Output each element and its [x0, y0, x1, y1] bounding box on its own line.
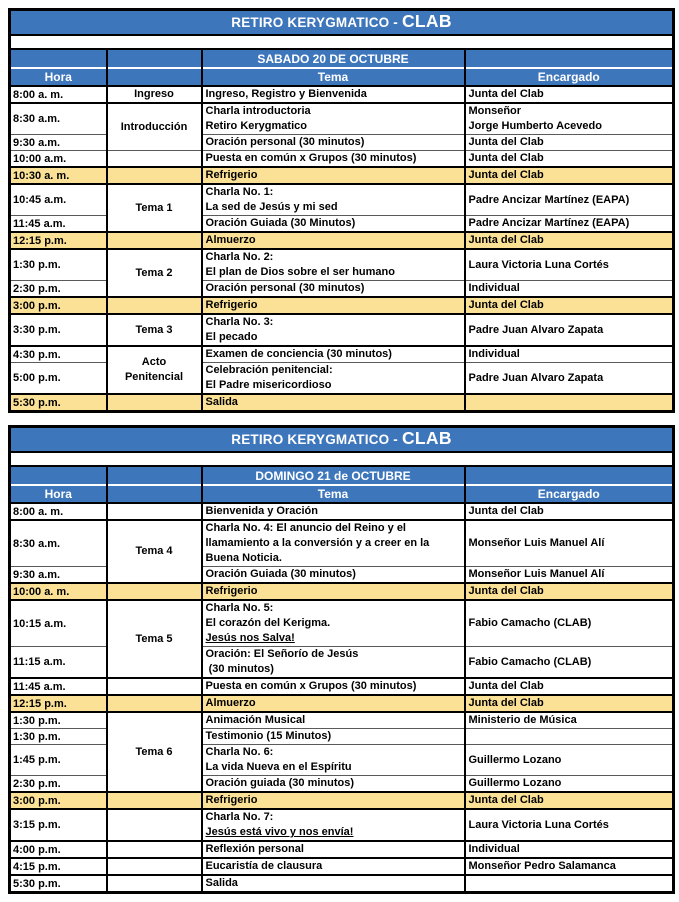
text-line: El corazón del Kerigma.	[205, 617, 331, 629]
text-line: Refrigerio	[205, 169, 258, 181]
text-line: Refrigerio	[205, 299, 258, 311]
schedule-row	[10, 520, 674, 567]
lead-cell	[465, 135, 674, 151]
text-line: Tema 2	[135, 266, 173, 279]
topic-cell	[202, 363, 465, 395]
lead-cell	[465, 281, 674, 298]
schedule-row	[10, 249, 674, 281]
table-title-text: RETIRO KERYGMATICO -	[231, 15, 402, 30]
text-line: Retiro Kerygmatico	[205, 120, 307, 132]
day-blank-cell	[107, 466, 202, 485]
text-line: La sed de Jesús y mi sed	[205, 201, 338, 213]
text-line: Junta del Clab	[468, 680, 544, 692]
time-cell: 10:15 a.m.	[10, 600, 107, 647]
lead-cell	[465, 792, 674, 809]
group-cell	[107, 600, 202, 678]
break-row	[10, 297, 674, 314]
lead-cell	[465, 858, 674, 875]
text-line: Guillermo Lozano	[468, 753, 562, 766]
text-line: Charla No. 6:	[205, 746, 274, 758]
group-cell	[107, 394, 202, 412]
text-line: Buena Noticia.	[205, 552, 282, 564]
schedule-row	[10, 875, 674, 893]
group-cell	[107, 167, 202, 184]
text-line: Charla No. 1:	[205, 186, 274, 198]
topic-cell	[202, 858, 465, 875]
text-line: Penitencial	[124, 371, 184, 383]
lead-cell	[465, 86, 674, 103]
topic-cell	[202, 216, 465, 233]
text-line: Junta del Clab	[468, 299, 544, 311]
topic-cell	[202, 394, 465, 412]
lead-cell	[465, 184, 674, 216]
group-cell	[107, 712, 202, 792]
text-line: Oración personal (30 minutos)	[205, 282, 365, 294]
text-line: Introducción	[120, 120, 188, 133]
lead-cell	[465, 363, 674, 395]
lead-cell	[465, 232, 674, 249]
topic-cell	[202, 792, 465, 809]
lead-cell	[465, 647, 674, 679]
lead-cell	[465, 678, 674, 695]
text-line: Ingreso, Registro y Bienvenida	[205, 88, 367, 100]
topic-cell	[202, 520, 465, 567]
schedule-row	[10, 151, 674, 168]
lead-cell	[465, 712, 674, 729]
group-cell	[107, 792, 202, 809]
time-cell: 10:00 a. m.	[10, 583, 107, 600]
text-line: Testimonio (15 Minutos)	[205, 730, 332, 742]
group-cell	[107, 151, 202, 168]
day-row	[10, 49, 674, 68]
schedule-row	[10, 103, 674, 135]
group-cell	[107, 232, 202, 249]
lead-cell	[465, 346, 674, 363]
text-line: La vida Nueva en el Espíritu	[205, 761, 352, 773]
time-cell: 2:30 p.m.	[10, 776, 107, 793]
time-cell: 3:30 p.m.	[10, 314, 107, 346]
group-cell	[107, 184, 202, 232]
group-cell	[107, 520, 202, 583]
time-cell: 9:30 a.m.	[10, 135, 107, 151]
text-line: Tema 3	[135, 323, 173, 336]
text-line: Celebración penitencial:	[205, 364, 333, 376]
text-line: Puesta en común x Grupos (30 minutos)	[205, 152, 417, 164]
time-cell: 3:15 p.m.	[10, 809, 107, 841]
schedule-table-saturday	[8, 8, 675, 413]
lead-cell	[465, 216, 674, 233]
schedule-document	[8, 8, 672, 894]
topic-cell	[202, 503, 465, 520]
break-row	[10, 167, 674, 184]
topic-cell	[202, 281, 465, 298]
time-cell: 12:15 p.m.	[10, 695, 107, 712]
text-line: Jorge Humberto Acevedo	[468, 120, 602, 132]
table-title	[10, 10, 674, 36]
topic-cell	[202, 346, 465, 363]
text-line: Charla No. 7:	[205, 811, 274, 823]
spacer-row	[10, 452, 674, 466]
topic-cell	[202, 875, 465, 893]
text-line: Animación Musical	[205, 714, 306, 726]
day-header: SABADO 20 DE OCTUBRE	[202, 49, 465, 68]
group-cell	[107, 695, 202, 712]
time-cell: 4:15 p.m.	[10, 858, 107, 875]
text-line: Bienvenida y Oración	[205, 505, 318, 517]
text-line: Acto	[141, 356, 167, 368]
spacer-row	[10, 35, 674, 49]
text-line: Junta del Clab	[468, 585, 544, 597]
time-cell: 3:00 p.m.	[10, 297, 107, 314]
col-header-group	[107, 485, 202, 503]
text-line: Junta del Clab	[468, 505, 544, 517]
text-line: Tema 6	[135, 745, 173, 758]
text-line: Almuerzo	[205, 234, 256, 246]
text-line: Examen de conciencia (30 minutos)	[205, 348, 392, 360]
time-cell: 8:00 a. m.	[10, 503, 107, 520]
text-line: Refrigerio	[205, 794, 258, 806]
time-cell: 5:30 p.m.	[10, 875, 107, 893]
schedule-row	[10, 809, 674, 841]
text-line: Monseñor Luis Manuel Alí	[468, 568, 605, 580]
group-cell	[107, 297, 202, 314]
col-header-lead: Encargado	[465, 485, 674, 503]
day-blank-cell	[107, 49, 202, 68]
col-header-lead: Encargado	[465, 68, 674, 86]
text-line: Junta del Clab	[468, 697, 544, 709]
schedule-row	[10, 314, 674, 346]
topic-cell	[202, 745, 465, 776]
topic-cell	[202, 678, 465, 695]
topic-cell	[202, 184, 465, 216]
text-line: Guillermo Lozano	[468, 777, 562, 789]
text-line: Monseñor Pedro Salamanca	[468, 860, 616, 872]
lead-cell	[465, 776, 674, 793]
topic-cell	[202, 776, 465, 793]
lead-cell	[465, 103, 674, 135]
text-line: Junta del Clab	[468, 152, 544, 164]
text-line: Ingreso	[134, 88, 174, 100]
text-line: Jesús está vivo y nos envía!	[205, 826, 354, 838]
schedule-row	[10, 86, 674, 103]
group-cell	[107, 841, 202, 858]
time-cell: 9:30 a.m.	[10, 567, 107, 584]
col-header-time: Hora	[10, 485, 107, 503]
spacer-cell	[10, 35, 674, 49]
lead-cell	[465, 151, 674, 168]
text-line: Oración Guiada (30 Minutos)	[205, 217, 356, 229]
group-cell	[107, 249, 202, 297]
group-cell	[107, 103, 202, 151]
text-line: Oración personal (30 minutos)	[205, 136, 365, 148]
group-cell	[107, 583, 202, 600]
topic-cell	[202, 841, 465, 858]
lead-cell	[465, 394, 674, 412]
schedule-row	[10, 678, 674, 695]
text-line: Refrigerio	[205, 585, 258, 597]
time-cell: 11:45 a.m.	[10, 678, 107, 695]
text-line: Tema 4	[135, 545, 173, 557]
topic-cell	[202, 600, 465, 647]
lead-cell	[465, 249, 674, 281]
text-line: Padre Ancizar Martínez (EAPA)	[468, 217, 630, 229]
text-line: Charla No. 2:	[205, 251, 274, 263]
day-blank-cell	[10, 466, 107, 485]
group-cell	[107, 314, 202, 346]
topic-cell	[202, 567, 465, 584]
text-line: Laura Victoria Luna Cortés	[468, 258, 609, 271]
text-line: Junta del Clab	[468, 794, 544, 806]
text-line: Individual	[468, 843, 520, 855]
break-row	[10, 232, 674, 249]
col-header-topic: Tema	[202, 485, 465, 503]
time-cell: 1:30 p.m.	[10, 729, 107, 745]
topic-cell	[202, 151, 465, 168]
text-line: Jesús nos Salva!	[205, 632, 295, 644]
lead-cell	[465, 297, 674, 314]
topic-cell	[202, 314, 465, 346]
topic-cell	[202, 297, 465, 314]
text-line: Oración guiada (30 minutos)	[205, 777, 355, 789]
break-row	[10, 695, 674, 712]
text-line: El plan de Dios sobre el ser humano	[205, 266, 395, 278]
time-cell: 12:15 p.m.	[10, 232, 107, 249]
spacer-cell	[10, 452, 674, 466]
table-title-row	[10, 10, 674, 36]
schedule-row	[10, 712, 674, 729]
day-blank-cell	[465, 49, 674, 68]
lead-cell	[465, 583, 674, 600]
lead-cell	[465, 167, 674, 184]
text-line: Fabio Camacho (CLAB)	[468, 655, 592, 668]
lead-cell	[465, 695, 674, 712]
break-row	[10, 394, 674, 412]
topic-cell	[202, 809, 465, 841]
time-cell: 4:00 p.m.	[10, 841, 107, 858]
text-line: Charla No. 3:	[205, 316, 274, 328]
time-cell: 2:30 p.m.	[10, 281, 107, 298]
text-line: Charla No. 4: El anuncio del Reino y el	[205, 522, 406, 534]
text-line: (30 minutos)	[205, 663, 274, 675]
text-line: Monseñor Luis Manuel Alí	[468, 537, 605, 549]
column-header-row	[10, 485, 674, 503]
time-cell: 11:45 a.m.	[10, 216, 107, 233]
text-line: Junta del Clab	[468, 169, 544, 181]
time-cell: 8:00 a. m.	[10, 86, 107, 103]
text-line: Junta del Clab	[468, 88, 544, 100]
break-row	[10, 583, 674, 600]
schedule-row	[10, 184, 674, 216]
text-line: Padre Juan Alvaro Zapata	[468, 323, 604, 336]
time-cell: 4:30 p.m.	[10, 346, 107, 363]
text-line: Charla No. 5:	[205, 602, 274, 614]
time-cell: 1:30 p.m.	[10, 249, 107, 281]
topic-cell	[202, 232, 465, 249]
text-line: Laura Victoria Luna Cortés	[468, 818, 609, 831]
text-line: Padre Ancizar Martínez (EAPA)	[468, 193, 630, 206]
day-blank-cell	[465, 466, 674, 485]
lead-cell	[465, 314, 674, 346]
text-line: Tema 5	[135, 632, 173, 645]
time-cell: 10:30 a. m.	[10, 167, 107, 184]
group-cell	[107, 809, 202, 841]
lead-cell	[465, 809, 674, 841]
text-line: Reflexión personal	[205, 843, 304, 855]
column-header-row	[10, 68, 674, 86]
table-title-text: RETIRO KERYGMATICO -	[231, 432, 402, 447]
lead-cell	[465, 729, 674, 745]
lead-cell	[465, 875, 674, 893]
lead-cell	[465, 503, 674, 520]
schedule-row	[10, 346, 674, 363]
text-line: llamamiento a la conversión y a creer en la	[205, 537, 430, 549]
text-line: Oración: El Señorío de Jesús	[205, 648, 359, 660]
col-header-topic: Tema	[202, 68, 465, 86]
lead-cell	[465, 600, 674, 647]
text-line: Monseñor	[468, 105, 522, 117]
time-cell: 5:30 p.m.	[10, 394, 107, 412]
topic-cell	[202, 729, 465, 745]
schedule-table-sunday	[8, 425, 675, 894]
topic-cell	[202, 103, 465, 135]
topic-cell	[202, 249, 465, 281]
text-line: El pecado	[205, 331, 258, 343]
schedule-row	[10, 600, 674, 647]
text-line: Junta del Clab	[468, 234, 544, 246]
schedule-row	[10, 858, 674, 875]
text-line: Fabio Camacho (CLAB)	[468, 617, 592, 629]
text-line: Almuerzo	[205, 697, 256, 709]
group-cell	[107, 503, 202, 520]
table-title	[10, 427, 674, 453]
group-cell	[107, 858, 202, 875]
topic-cell	[202, 167, 465, 184]
text-line: Ministerio de Música	[468, 714, 577, 726]
lead-cell	[465, 567, 674, 584]
topic-cell	[202, 695, 465, 712]
time-cell: 11:15 a.m.	[10, 647, 107, 679]
time-cell: 1:45 p.m.	[10, 745, 107, 776]
lead-cell	[465, 520, 674, 567]
table-title-club: CLAB	[401, 11, 452, 31]
lead-cell	[465, 745, 674, 776]
time-cell: 1:30 p.m.	[10, 712, 107, 729]
col-header-group	[107, 68, 202, 86]
text-line: Individual	[468, 282, 520, 294]
group-cell	[107, 678, 202, 695]
schedule-row	[10, 503, 674, 520]
break-row	[10, 792, 674, 809]
text-line: Salida	[205, 877, 238, 889]
topic-cell	[202, 712, 465, 729]
table-title-row	[10, 427, 674, 453]
time-cell: 8:30 a.m.	[10, 103, 107, 135]
table-title-club: CLAB	[401, 428, 452, 448]
topic-cell	[202, 86, 465, 103]
text-line: Eucaristía de clausura	[205, 860, 323, 872]
text-line: Junta del Clab	[468, 136, 544, 148]
time-cell: 8:30 a.m.	[10, 520, 107, 567]
schedule-row	[10, 841, 674, 858]
text-line: El Padre misericordioso	[205, 379, 332, 391]
lead-cell	[465, 841, 674, 858]
group-cell	[107, 86, 202, 103]
group-cell	[107, 875, 202, 893]
group-cell	[107, 346, 202, 394]
topic-cell	[202, 647, 465, 679]
time-cell: 10:00 a.m.	[10, 151, 107, 168]
text-line: Padre Juan Alvaro Zapata	[468, 371, 604, 384]
day-row	[10, 466, 674, 485]
text-line: Tema 1	[135, 201, 173, 214]
text-line: Puesta en común x Grupos (30 minutos)	[205, 680, 417, 692]
time-cell: 10:45 a.m.	[10, 184, 107, 216]
day-blank-cell	[10, 49, 107, 68]
text-line: Charla introductoria	[205, 105, 311, 117]
topic-cell	[202, 583, 465, 600]
time-cell: 5:00 p.m.	[10, 363, 107, 395]
topic-cell	[202, 135, 465, 151]
text-line: Oración Guiada (30 minutos)	[205, 568, 356, 580]
time-cell: 3:00 p.m.	[10, 792, 107, 809]
day-header: DOMINGO 21 de OCTUBRE	[202, 466, 465, 485]
text-line: Salida	[205, 396, 238, 408]
col-header-time: Hora	[10, 68, 107, 86]
text-line: Individual	[468, 348, 520, 360]
